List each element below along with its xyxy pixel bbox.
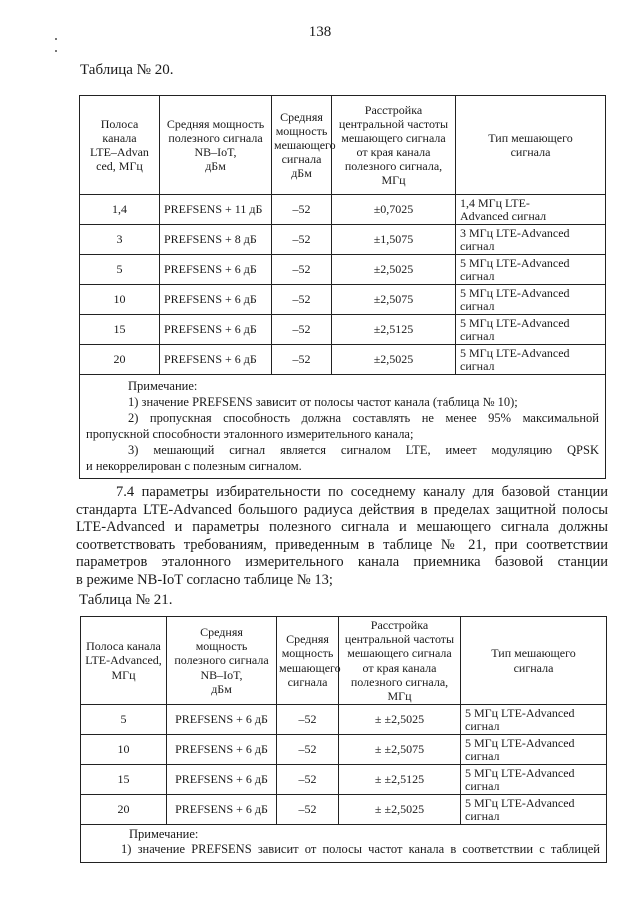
cell-line: Средняя [200,625,243,640]
cell-line: NB–IoT, [200,667,243,682]
cell-line: Средняя [280,109,323,124]
cell-interferer-type [461,705,607,735]
cell-line: 5 МГц LTE-Advanced [460,285,570,300]
paragraph-7-4 [76,484,608,590]
note-title: Примечание: [128,379,198,393]
cell-line: мешающего сигнала [347,646,452,661]
cell-bandwidth: 10 [80,285,160,315]
cell-signal-power: PREFSENS + 6 дБ [167,735,277,765]
cell-signal-power: PREFSENS + 6 дБ [160,255,272,285]
header-frequency-offset [339,617,461,705]
table-21-caption: Таблица № 21. [79,592,173,608]
cell-line: МГц [381,173,406,188]
note-line: пропускной способности эталонного измерительного канала; [86,427,414,441]
cell-frequency-offset: ± ±2,5025 [339,795,461,825]
cell-line: 5 МГц LTE-Advanced [460,315,570,330]
cell-line: сигнала [510,145,551,159]
cell-line: дБм [211,681,232,696]
cell-signal-power: PREFSENS + 6 дБ [167,705,277,735]
table-21 [80,616,607,863]
cell-frequency-offset: ±2,5025 [332,345,456,375]
paragraph-line: параметров эталонного измерительного канала приемника базовой станции [76,554,608,571]
table-21-header-row [81,617,607,705]
note-line: 1) значение PREFSENS зависит от полосы частот канала (таблица № 10); [128,395,518,409]
cell-interferer-type [461,765,607,795]
cell-line: сигнал [465,748,500,763]
cell-interferer-type [456,255,606,285]
cell-bandwidth: 20 [80,345,160,375]
cell-line: Полоса канала [86,639,161,654]
cell-line: полезного сигнала, [350,674,449,689]
cell-line: полезного сигнала, [344,159,443,174]
header-bandwidth [80,96,160,195]
header-frequency-offset [332,96,456,195]
cell-line: 5 МГц LTE-Advanced [465,735,575,750]
table-row [81,705,607,735]
header-interferer-type [461,617,607,705]
cell-line: полезного сигнала [174,653,269,668]
cell-frequency-offset: ±2,5125 [332,315,456,345]
cell-interferer-power: –52 [272,255,332,285]
cell-line: дБм [205,159,226,174]
cell-frequency-offset: ± ±2,5125 [339,765,461,795]
cell-line: мощность [275,123,328,138]
cell-line: сигнала [281,152,322,167]
cell-frequency-offset: ±0,7025 [332,195,456,225]
cell-line: Средняя [286,632,329,647]
cell-frequency-offset: ± ±2,5075 [339,735,461,765]
cell-line: Advanced сигнал [460,208,547,223]
cell-line: Расстройка [370,618,429,633]
cell-interferer-type [456,195,606,225]
cell-bandwidth: 15 [80,315,160,345]
cell-signal-power: PREFSENS + 6 дБ [160,345,272,375]
table-row [80,315,606,345]
cell-frequency-offset: ± ±2,5025 [339,705,461,735]
header-interferer-power [272,96,336,195]
cell-line: мощность [281,646,334,661]
header-interferer-power [277,617,339,705]
page-number: 138 [308,24,332,40]
cell-line: Тип мешающего [488,130,573,145]
header-signal-power [167,617,277,705]
cell-signal-power: PREFSENS + 6 дБ [160,285,272,315]
cell-frequency-offset: ±2,5075 [332,285,456,315]
cell-line: 1,4 МГц LTE- [460,195,530,210]
cell-line: от края канала [356,145,431,159]
table-row [81,795,607,825]
margin-mark [55,50,57,52]
table-20-caption: Таблица № 20. [80,62,174,78]
cell-interferer-power: –52 [277,705,339,735]
cell-line: мешающего [279,660,341,675]
cell-line: сигнал [460,268,495,283]
cell-line: сигнала [287,674,328,689]
cell-interferer-power: –52 [272,315,332,345]
cell-interferer-power: –52 [277,765,339,795]
note-line: и некоррелирован с полезным сигналом. [86,459,302,473]
paragraph-line: 7.4 параметры избирательности по соседнему каналу для базовой станции [116,484,608,500]
cell-signal-power: PREFSENS + 6 дБ [167,795,277,825]
table-20 [79,95,606,479]
margin-mark [55,38,57,40]
cell-line: мощность [195,639,248,654]
cell-signal-power: PREFSENS + 6 дБ [167,765,277,795]
table-row [81,765,607,795]
cell-bandwidth: 10 [81,735,167,765]
cell-interferer-power: –52 [272,195,332,225]
cell-line: Тип мешающего [491,646,576,661]
cell-bandwidth: 5 [81,705,167,735]
cell-interferer-power: –52 [277,735,339,765]
cell-line: 5 МГц LTE-Advanced [465,795,575,810]
cell-line: от края канала [362,660,437,675]
table-row [80,225,606,255]
cell-line: сигнала [513,660,554,675]
table-20-note [80,375,606,479]
cell-line: МГц [111,667,136,682]
header-bandwidth [81,617,167,705]
cell-line: LTE-Advanced, [85,653,162,668]
table-20-header-row [80,96,606,195]
cell-line: МГц [387,688,412,703]
table-row [80,285,606,315]
cell-line: сигнал [465,718,500,733]
cell-interferer-type [461,795,607,825]
cell-frequency-offset: ±1,5075 [332,225,456,255]
cell-line: 5 МГц LTE-Advanced [465,705,575,720]
cell-line: сигнал [460,298,495,313]
cell-line: мешающего [274,137,336,152]
note-line: 3) мешающий сигнал является сигналом LTE, имеет модуляцию QPSK [128,443,599,457]
cell-line: дБм [291,166,312,181]
cell-line: сигнал [460,328,495,343]
cell-interferer-type [456,285,606,315]
cell-line: NB–IoT, [194,145,237,159]
cell-line: Расстройка [364,102,423,117]
cell-line: Полоса [100,116,139,131]
header-interferer-type [456,96,606,195]
cell-line: 5 МГц LTE-Advanced [460,345,570,360]
cell-interferer-type [456,345,606,375]
cell-line: сигнал [465,778,500,793]
cell-line: LTE–Advan [90,145,149,159]
paragraph-line: в режиме NB-IoT согласно таблице № 13; [76,571,333,588]
cell-bandwidth: 1,4 [80,195,160,225]
cell-line: центральной частоты [344,632,455,647]
cell-line: сигнал [460,238,495,253]
cell-line: канала [102,130,137,145]
cell-bandwidth: 20 [81,795,167,825]
cell-interferer-power: –52 [277,795,339,825]
note-line: 2) пропускная способность должна составлять не менее 95% максимальной [128,411,599,425]
paragraph-line: соответствовать требованиям, приведенным в таблице № 21, при соответствии [76,536,608,553]
cell-line: сигнал [465,808,500,823]
note-line: 1) значение PREFSENS зависит от полосы частот канала в соответствии с таблицей [121,842,600,856]
cell-interferer-power: –52 [272,285,332,315]
header-signal-power [160,96,272,195]
cell-interferer-type [461,735,607,765]
cell-signal-power: PREFSENS + 11 дБ [160,195,272,225]
table-row [81,735,607,765]
cell-interferer-type [456,315,606,345]
table-row [80,345,606,375]
cell-line: мешающего сигнала [341,130,446,145]
cell-line: центральной частоты [338,116,449,131]
cell-line: ced, МГц [96,159,143,174]
cell-line: 5 МГц LTE-Advanced [460,255,570,270]
note-title: Примечание: [129,827,199,841]
cell-bandwidth: 3 [80,225,160,255]
table-21-note [81,825,607,863]
cell-interferer-power: –52 [272,225,332,255]
cell-bandwidth: 5 [80,255,160,285]
table-row [80,255,606,285]
cell-interferer-power: –52 [272,345,332,375]
cell-line: полезного сигнала [168,130,263,145]
cell-line: 5 МГц LTE-Advanced [465,765,575,780]
paragraph-line: стандарта LTE-Advanced большого радиуса действия в пределах защитной полосы [76,501,608,518]
cell-line: Средняя мощность [166,116,265,131]
cell-frequency-offset: ±2,5025 [332,255,456,285]
table-row [80,195,606,225]
cell-line: 3 МГц LTE-Advanced [460,225,570,240]
cell-interferer-type [456,225,606,255]
paragraph-line: LTE-Advanced и параметры полезного сигнала и мешающего сигнала должны [76,519,608,536]
cell-line: сигнал [460,358,495,373]
cell-bandwidth: 15 [81,765,167,795]
cell-signal-power: PREFSENS + 6 дБ [160,315,272,345]
table-21-note-row [81,825,607,863]
table-20-note-row [80,375,606,479]
cell-signal-power: PREFSENS + 8 дБ [160,225,272,255]
